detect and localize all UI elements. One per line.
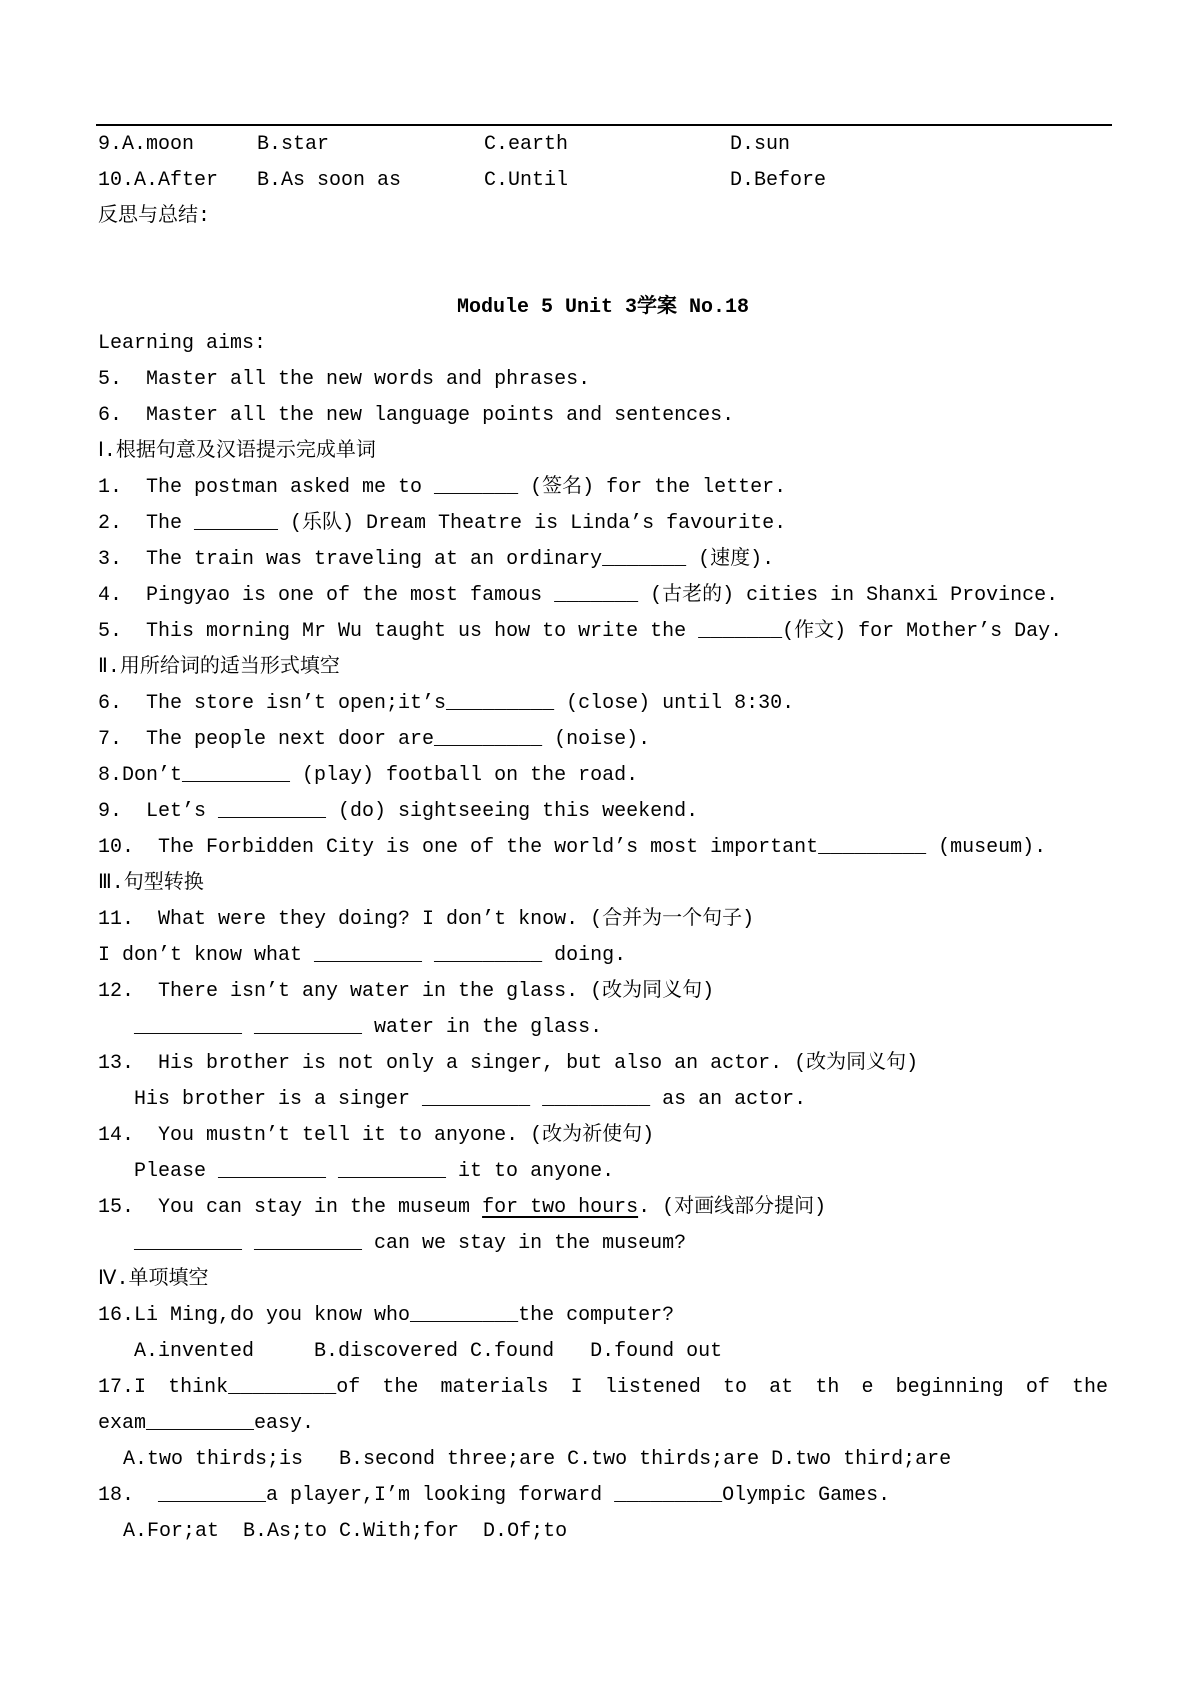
- section-3-question: 11. What were they doing? I don’t know. (合并为一个句子): [98, 908, 755, 931]
- section-2-question: 6. The store isn’t open;it’s_________ (close) until 8:30.: [98, 692, 795, 715]
- option-b: B.As soon as: [257, 169, 402, 192]
- section-4-question: 18. _________a player,I’m looking forward _________Olympic Games.: [98, 1484, 891, 1507]
- option-d: D.sun: [730, 133, 791, 156]
- section-4-options: A.invented B.discovered C.found D.found out: [134, 1340, 723, 1363]
- option-c: C.Until: [484, 169, 569, 192]
- previous-question-options: [98, 127, 1108, 199]
- section-4-question-continued: exam_________easy.: [98, 1412, 315, 1435]
- learning-aim-item: 5. Master all the new words and phrases.: [98, 368, 591, 391]
- section-1-question: 2. The _______ (乐队) Dream Theatre is Linda’s favourite.: [98, 512, 787, 535]
- section-1-question: 1. The postman asked me to _______ (签名) for the letter.: [98, 476, 787, 499]
- section-2-heading: Ⅱ.用所给词的适当形式填空: [98, 656, 340, 679]
- section-1-heading: Ⅰ.根据句意及汉语提示完成单词: [98, 440, 376, 463]
- section-1-question: 3. The train was traveling at an ordinary_______ (速度).: [98, 548, 775, 571]
- section-3-answer-line: _________ _________ can we stay in the museum?: [134, 1232, 687, 1255]
- section-2-question: 7. The people next door are_________ (noise).: [98, 728, 651, 751]
- underlined-phrase: for two hours: [482, 1196, 639, 1219]
- section-1-question: 4. Pingyao is one of the most famous _______ (古老的) cities in Shanxi Province.: [98, 584, 1059, 607]
- question-instruction: . (对画线部分提问): [638, 1196, 827, 1219]
- section-3-question: 12. There isn’t any water in the glass. (改为同义句): [98, 980, 715, 1003]
- option-a: 10.A.After: [98, 169, 219, 192]
- section-2-question: 8.Don’t_________ (play) football on the road.: [98, 764, 639, 787]
- option-b: B.star: [257, 133, 330, 156]
- reflection-label: 反思与总结:: [98, 205, 211, 228]
- option-d: D.Before: [730, 169, 827, 192]
- section-2-question: 10. The Forbidden City is one of the world’s most important_________ (museum).: [98, 836, 1047, 859]
- section-3-answer-line: I don’t know what _________ _________ doing.: [98, 944, 627, 967]
- worksheet-main: [98, 290, 1108, 1550]
- learning-aim-item: 6. Master all the new language points and sentences.: [98, 404, 735, 427]
- options-row-9: [98, 127, 1108, 163]
- section-3-answer-line: Please _________ _________ it to anyone.: [134, 1160, 615, 1183]
- section-1-question: 5. This morning Mr Wu taught us how to write the _______(作文) for Mother’s Day.: [98, 620, 1063, 643]
- section-4-question: 16.Li Ming,do you know who_________the computer?: [98, 1304, 675, 1327]
- option-c: C.earth: [484, 133, 569, 156]
- section-3-answer-line: _________ _________ water in the glass.: [134, 1016, 603, 1039]
- options-row-10: [98, 163, 1108, 199]
- option-a: 9.A.moon: [98, 133, 195, 156]
- section-3-question: 13. His brother is not only a singer, but also an actor. (改为同义句): [98, 1052, 919, 1075]
- section-4-options: A.For;at B.As;to C.With;for D.Of;to: [123, 1520, 568, 1543]
- section-3-question: 14. You mustn’t tell it to anyone. (改为祈使句): [98, 1124, 655, 1147]
- page-title: Module 5 Unit 3学案 No.18: [456, 296, 750, 319]
- section-3-answer-line: His brother is a singer _________ _________ as an actor.: [134, 1088, 807, 1111]
- learning-aims-heading: Learning aims:: [98, 332, 267, 355]
- top-divider-line: [96, 124, 1112, 126]
- section-2-question: 9. Let’s _________ (do) sightseeing this weekend.: [98, 800, 699, 823]
- section-4-options: A.two thirds;is B.second three;are C.two thirds;are D.two third;are: [123, 1448, 952, 1471]
- section-3-question: [98, 1190, 1108, 1226]
- section-4-heading: Ⅳ.单项填空: [98, 1268, 209, 1291]
- section-3-heading: Ⅲ.句型转换: [98, 872, 204, 895]
- question-text: 15. You can stay in the museum: [98, 1196, 483, 1219]
- section-4-question: 17.I think_________of the materials I listened to at th e beginning of the: [98, 1376, 1108, 1399]
